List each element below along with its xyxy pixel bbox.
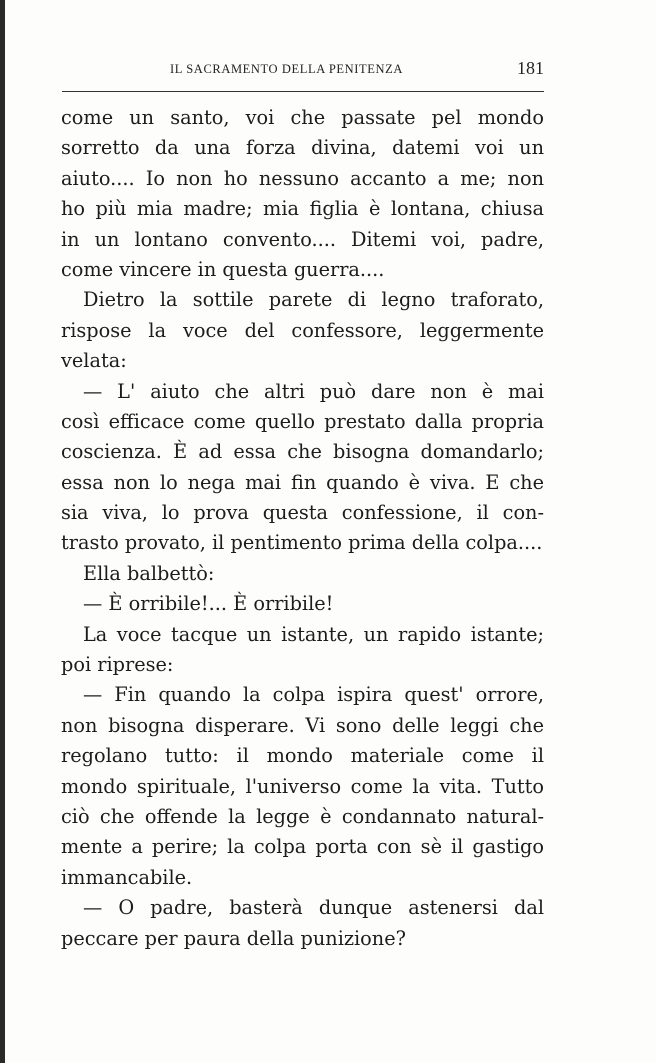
text-line: trasto provato, il pentimento prima della colpa.... [61, 531, 543, 555]
text-line: mente a perire; la colpa porta con sè il gastigo [61, 835, 544, 859]
page-number: 181 [517, 58, 544, 78]
text-line: Ella balbettò: [83, 561, 215, 585]
text-line: ho più mia madre; mia figlia è lontana, chiusa [61, 197, 544, 221]
text-line: Dietro la sottile parete di legno traforato, [83, 288, 544, 312]
page-header [62, 58, 544, 86]
text-line: — O padre, basterà dunque astenersi dal [83, 896, 544, 920]
body-text [61, 103, 544, 954]
text-line: sia viva, lo prova questa confessione, il con- [61, 501, 544, 525]
text-line: La voce tacque un istante, un rapido istante; [83, 622, 544, 646]
text-line: — È orribile!... È orribile! [83, 592, 334, 616]
text-line: in un lontano convento.... Ditemi voi, padre, [61, 227, 544, 251]
text-line: mondo spirituale, l'universo come la vita. Tutto [61, 774, 544, 798]
text-line: come vincere in questa guerra.... [61, 257, 385, 281]
text-line: velata: [61, 349, 127, 373]
text-line: immancabile. [61, 865, 193, 889]
text-line: come un santo, voi che passate pel mondo [61, 106, 544, 129]
text-line: ciò che offende la legge è condannato natural- [61, 804, 544, 828]
text-line: non bisogna disperare. Vi sono delle leggi che [61, 713, 544, 737]
header-rule [62, 91, 544, 92]
text-line: coscienza. È ad essa che bisogna domandarlo; [61, 440, 544, 464]
text-line: così efficace come quello prestato dalla propria [61, 409, 544, 433]
text-line: sorretto da una forza divina, datemi voi un [61, 136, 544, 160]
text-line: poi riprese: [61, 653, 174, 677]
text-line: essa non lo nega mai fin quando è viva. E che [61, 470, 544, 494]
text-line: aiuto.... Io non ho nessuno accanto a me; non [61, 166, 544, 190]
page-spine-edge [0, 0, 5, 1063]
text-line: — Fin quando la colpa ispira quest' orrore, [83, 683, 544, 707]
text-line: regolano tutto: il mondo materiale come il [61, 744, 544, 768]
text-line: peccare per paura della punizione? [61, 926, 406, 950]
running-title: IL SACRAMENTO DELLA PENITENZA [170, 62, 404, 76]
text-line: — L' aiuto che altri può dare non è mai [83, 379, 544, 403]
text-line: rispose la voce del confessore, leggermente [61, 318, 544, 342]
